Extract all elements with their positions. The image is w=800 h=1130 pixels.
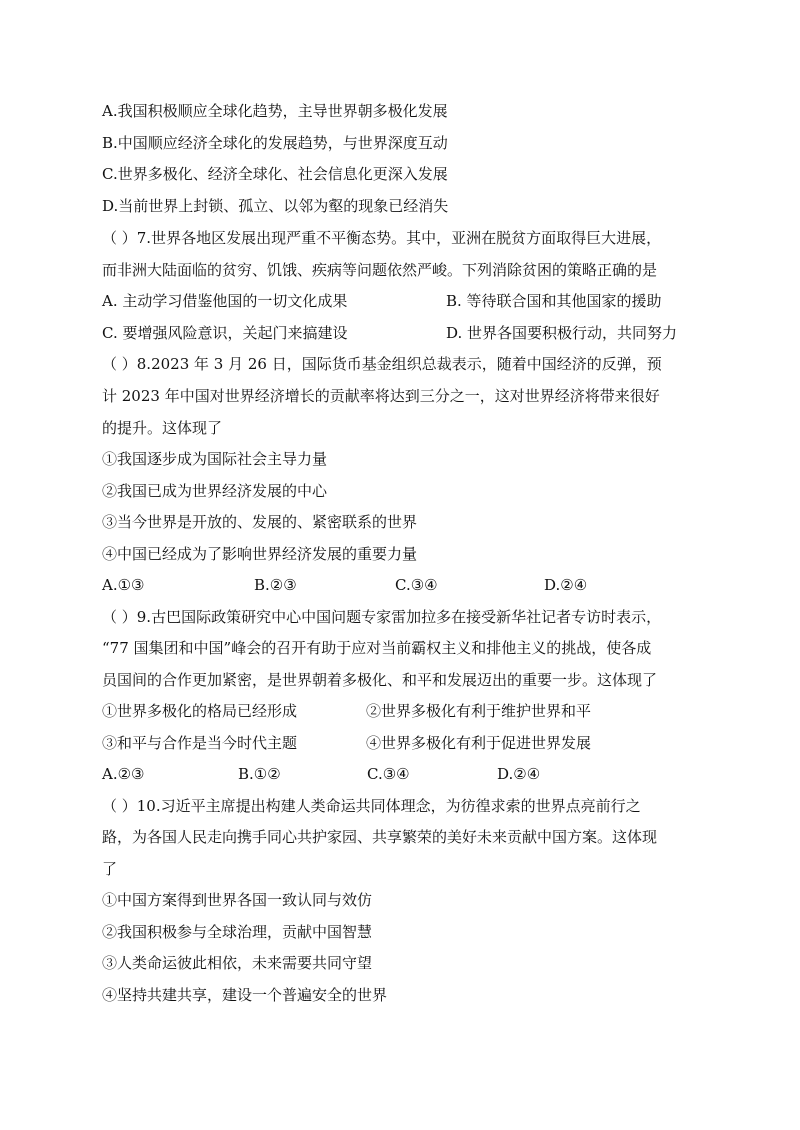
q9-stem-line: （ ）9.古巴国际政策研究中心中国问题专家雷加拉多在接受新华社记者专访时表示， [102,608,662,626]
q10-stem-line: 了 [102,860,118,878]
q7-option-c: C. 要增强风险意识，关起门来搞建设 [102,324,348,342]
q7-option-b: B. 等待联合国和其他国家的援助 [446,292,662,310]
q8-stem-line: （ ）8.2023 年 3 月 26 日，国际货币基金组织总裁表示，随着中国经济的反弹，预 [102,355,662,373]
q10-item: ②我国积极参与全球治理，贡献中国智慧 [102,923,373,941]
q8-item: ④中国已经成为了影响世界经济发展的重要力量 [102,545,418,563]
q8-stem-line: 计 2023 年中国对世界经济增长的贡献率将达到三分之一，这对世界经济将带来很好 [102,387,660,405]
q9-item: ④世界多极化有利于促进世界发展 [366,734,592,752]
q7-stem-line: 而非洲大陆面临的贫穷、饥饿、疾病等问题依然严峻。下列消除贫困的策略正确的是 [102,261,658,279]
q6-option-c: C.世界多极化、经济全球化、社会信息化更深入发展 [102,165,448,183]
q8-option-d: D.②④ [544,576,588,594]
q10-stem-line: （ ）10.习近平主席提出构建人类命运共同体理念，为彷徨求索的世界点亮前行之 [102,797,641,815]
q8-option-c: C.③④ [395,576,438,594]
q9-option-a: A.②③ [102,765,145,783]
q8-item: ③当今世界是开放的、发展的、紧密联系的世界 [102,513,418,531]
q8-option-a: A.①③ [102,576,145,594]
q10-item: ③人类命运彼此相依，未来需要共同守望 [102,954,373,972]
q9-option-c: C.③④ [367,765,410,783]
q6-option-a: A.我国积极顺应全球化趋势，主导世界朝多极化发展 [102,102,448,120]
q6-option-d: D.当前世界上封锁、孤立、以邻为壑的现象已经消失 [102,197,449,215]
q8-item: ②我国已成为世界经济发展的中心 [102,482,328,500]
q10-item: ④坚持共建共享，建设一个普遍安全的世界 [102,986,388,1004]
q9-item: ②世界多极化有利于维护世界和平 [366,702,592,720]
q9-stem-line: 员国间的合作更加紧密，是世界朝着多极化、和平和发展迈出的重要一步。这体现了 [102,671,658,689]
q10-item: ①中国方案得到世界各国一致认同与效仿 [102,891,373,909]
q6-option-b: B.中国顺应经济全球化的发展趋势，与世界深度互动 [102,134,448,152]
q9-item: ①世界多极化的格局已经形成 [102,702,298,720]
q8-stem-line: 的提升。这体现了 [102,419,223,437]
q10-stem-line: 路，为各国人民走向携手同心共护家园、共享繁荣的美好未来贡献中国方案。这体现 [102,828,658,846]
q8-item: ①我国逐步成为国际社会主导力量 [102,450,328,468]
q8-option-b: B.②③ [254,576,297,594]
q9-stem-line: “77 国集团和中国”峰会的召开有助于应对当前霸权主义和排他主义的挑战，使各成 [102,639,652,657]
q7-stem-line: （ ）7.世界各地区发展出现严重不平衡态势。其中，亚洲在脱贫方面取得巨大进展， [102,229,662,247]
q7-option-a: A. 主动学习借鉴他国的一切文化成果 [102,292,348,310]
q9-option-b: B.①② [238,765,281,783]
q7-option-d: D. 世界各国要积极行动，共同努力 [446,324,678,342]
q9-item: ③和平与合作是当今时代主题 [102,734,298,752]
q9-option-d: D.②④ [497,765,541,783]
